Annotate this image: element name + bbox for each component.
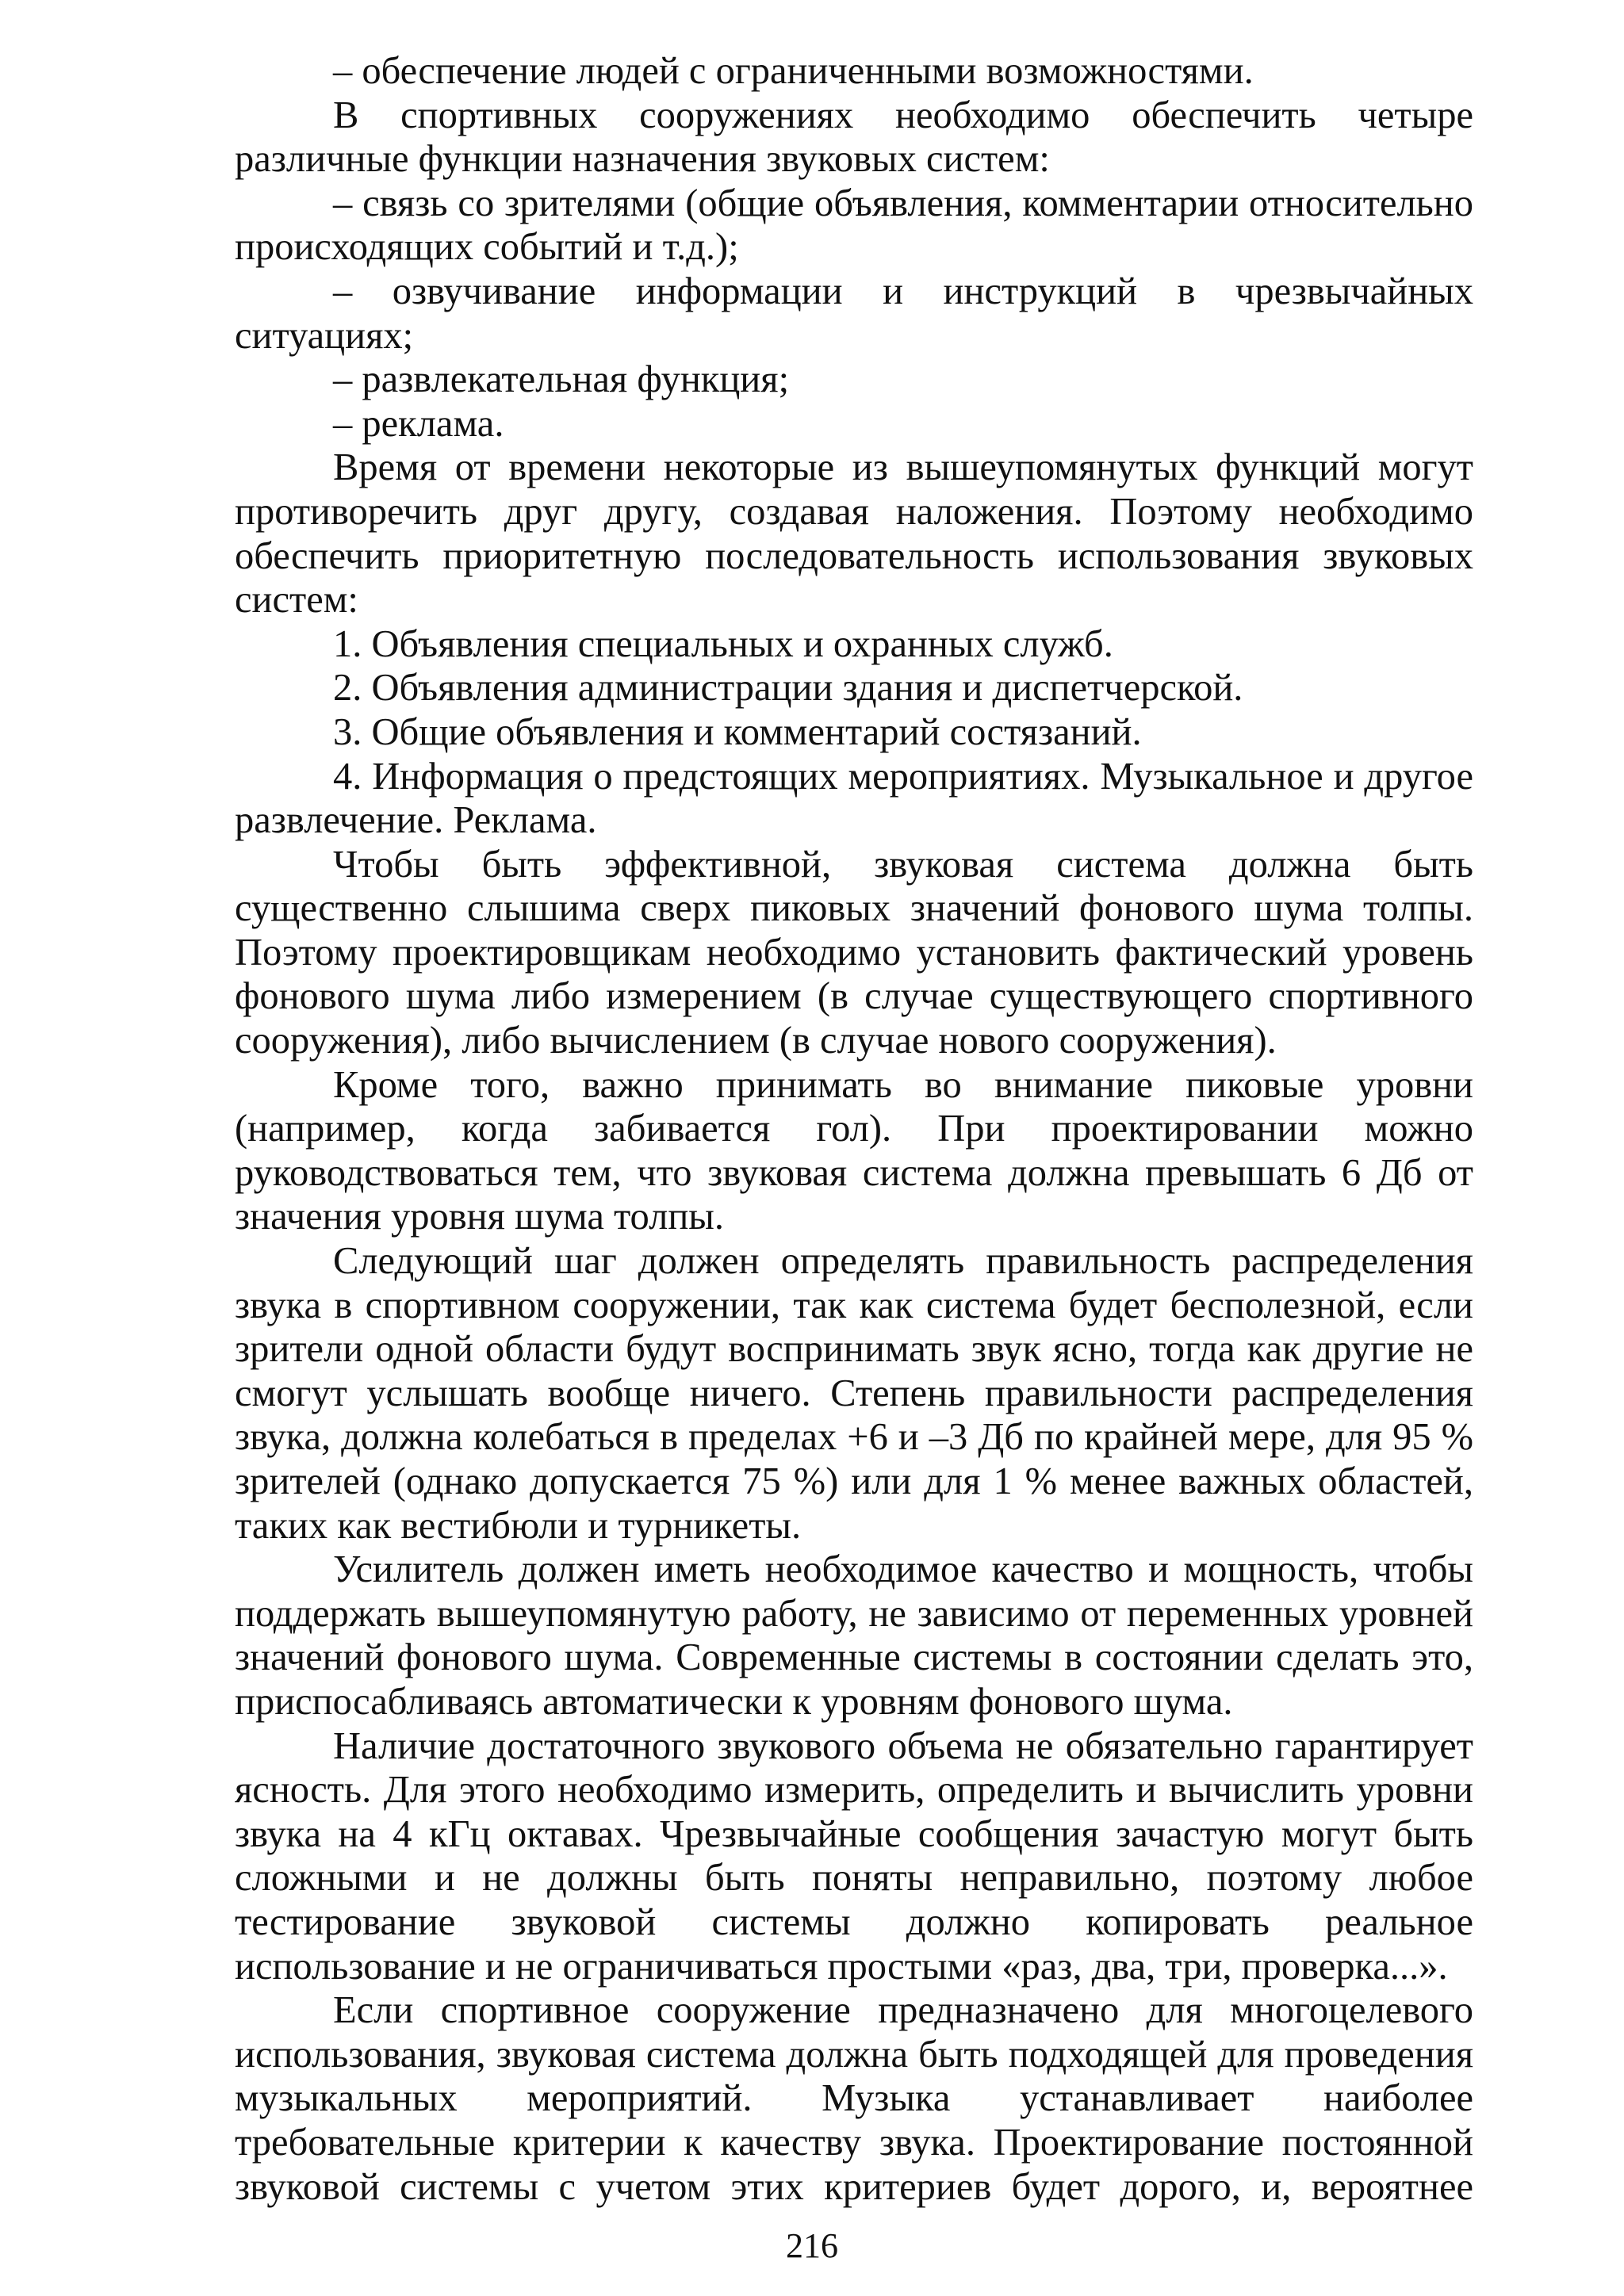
priority-item-1: 1. Объявления специальных и охранных служб. (333, 622, 1113, 665)
paragraph-clarity: Наличие достаточного звукового объема не обязательно гарантирует ясность. Для этого необходимо измерить, определить и вычислить уровни звука на 4 кГц октавах. Чрезвычайные сообщения зачастую могут быть сложными и не должны быть поняты неправильно, поэтому любое тестирование звуковой системы должно копировать реальное использование и не ограничиваться простыми «раз, два, три, проверка...». (235, 1724, 1473, 1988)
priority-item-3: 3. Общие объявления и комментарий состязаний. (333, 710, 1142, 753)
paragraph-sound-functions-intro: В спортивных сооружениях необходимо обеспечить четыре различные функции назначения звуковых систем: (235, 94, 1473, 181)
list-item-entertainment: – развлекательная функция; (333, 358, 790, 401)
paragraph-priority-intro: Время от времени некоторые из вышеупомянутых функций могут противоречить друг другу, создавая наложения. Поэтому необходимо обеспечить приоритетную последовательность использования звуковых систем: (235, 446, 1473, 622)
paragraph-accessibility: – обеспечение людей с ограниченными возможностями. (333, 50, 1254, 92)
priority-item-2: 2. Объявления администрации здания и диспетчерской. (333, 667, 1243, 710)
paragraph-background-noise: Чтобы быть эффективной, звуковая система должна быть существенно слышима сверх пиковых значений фонового шума толпы. Поэтому проектировщикам необходимо установить фактический уровень фонового шума либо измерением (в случае существующего спортивного сооружения), либо вычислением (в случае нового сооружения). (235, 843, 1473, 1062)
paragraph-peak-levels: Кроме того, важно принимать во внимание пиковые уровни (например, когда забивается гол). При проектировании можно руководствоваться тем, что звуковая система должна превышать 6 Дб от значения уровня шума толпы. (235, 1063, 1473, 1238)
priority-item-4: 4. Информация о предстоящих мероприятиях. Музыкальное и другое развлечение. Реклама. (235, 755, 1473, 842)
list-item-emergency-info: – озвучивание информации и инструкций в чрезвычайных ситуациях; (235, 270, 1473, 357)
paragraph-sound-distribution: Следующий шаг должен определять правильность распределения звука в спортивном сооружении, так как система будет бесполезной, если зрители одной области будут воспринимать звук ясно, тогда как другие не смогут услышать вообще ничего. Степень правильности распределения звука, должна колебаться в пределах +6 и –3 Дб по крайней мере, для 95 % зрителей (однако допускается 75 %) или для 1 % менее важных областей, таких как вестибюли и турникеты. (235, 1240, 1473, 1547)
paragraph-amplifier: Усилитель должен иметь необходимое качество и мощность, чтобы поддержать вышеупомянутую работу, не зависимо от переменных уровней значений фонового шума. Современные системы в состоянии сделать это, приспосабливаясь автоматически к уровням фонового шума. (235, 1548, 1473, 1723)
list-item-audience-communication: – связь со зрителями (общие объявления, комментарии относительно происходящих событий и т.д.); (235, 182, 1473, 269)
paragraph-multipurpose: Если спортивное сооружение предназначено для многоцелевого использования, звуковая система должна быть подходящей для проведения музыкальных мероприятий. Музыка устанавливает наиболее требовательные критерии к качеству звука. Проектирование постоянной звуковой системы с учетом этих критериев будет дорого, и, вероятнее (235, 1989, 1473, 2208)
page-number: 216 (786, 2226, 838, 2265)
page-body (235, 49, 1473, 2209)
list-item-advertising: – реклама. (333, 402, 504, 445)
